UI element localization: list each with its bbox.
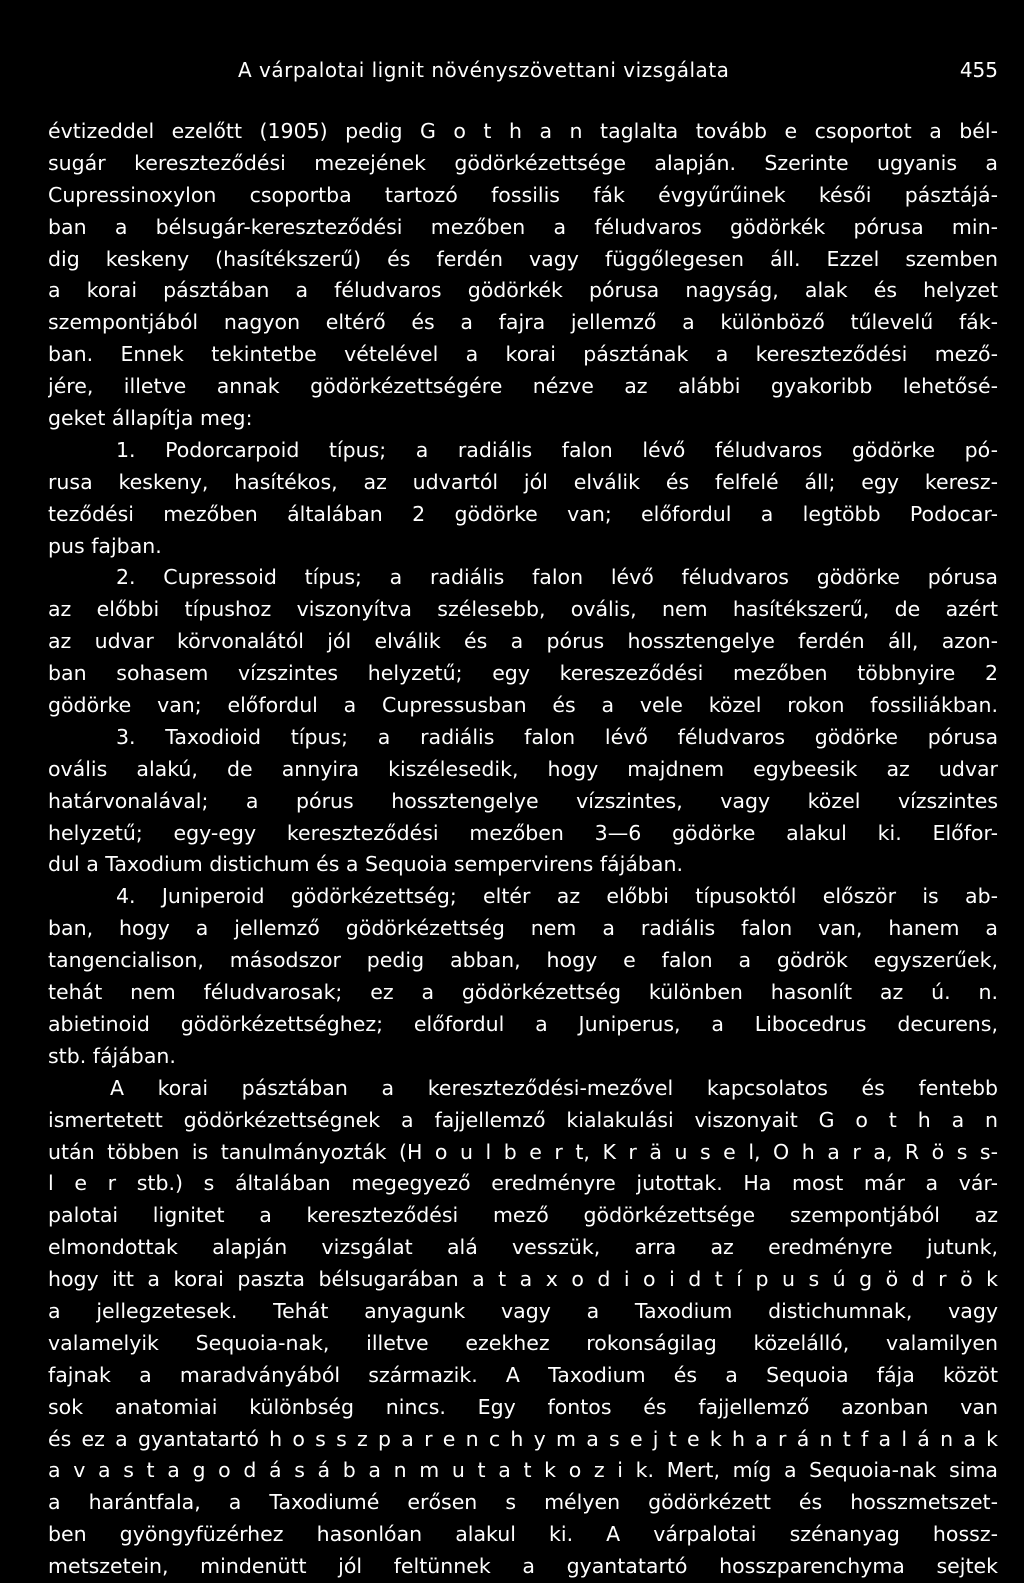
text-line: ban sohasem vízszintes helyzetű; egy kereszeződési mezőben többnyire 2 [48,661,998,686]
text-line: dig keskeny (hasítékszerű) és ferdén vagy függőlegesen áll. Ezzel szemben [48,246,998,271]
text-line: a harántfala, a Taxodiumé erősen s mélyen gödörkézett és hosszmetszet- [48,1490,998,1515]
text-line: 2. Cupressoid típus; a radiális falon lévő féludvaros gödörke pórusa [116,565,998,590]
text-line: geket állapítja meg: [48,406,253,431]
text-line: valamelyik Sequoia-nak, illetve ezekhez rokonságilag közelálló, valamilyen [48,1330,998,1355]
text-line: metszetein, mindenütt jól feltünnek a gyantatartó hosszparenchyma sejtek [48,1554,998,1579]
text-line: ban a bélsugár-kereszteződési mezőben a féludvaros gödörkék pórusa min- [48,214,998,239]
text-line: gödörke van; előfordul a Cupressusban és a vele közel rokon fossiliákban. [48,693,998,718]
text-line: sok anatomiai különbség nincs. Egy fontos és fajjellemző azonban van [48,1394,998,1419]
text-line: évtizeddel ezelőtt (1905) pedig G o t h a n taglalta tovább e csoportot a bél- [48,119,998,143]
text-line: után többen is tanulmányozták (H o u l b e r t, K r ä u s e l, O h a r a, R ö s s- [48,1139,998,1164]
text-line: abietinoid gödörkézettséghez; előfordul a Juniperus, a Libocedrus decurens, [48,1011,998,1036]
text-line: szempontjából nagyon eltérő és a fajra jellemző a különböző tűlevelű fák- [48,310,998,335]
text-line: stb. fájában. [48,1043,176,1068]
text-line: a jellegzetesek. Tehát anyagunk vagy a Taxodium distichumnak, vagy [48,1298,998,1323]
text-line: sugár kereszteződési mezejének gödörkézettsége alapján. Szerinte ugyanis a [48,150,998,175]
text-line: l e r stb.) s általában megegyező eredményre jutottak. Ha most már a vár- [48,1171,998,1196]
text-line: tehát nem féludvarosak; ez a gödörkézettség különben hasonlít az ú. n. [48,980,998,1005]
text-line: rusa keskeny, hasítékos, az udvartól jól elválik és felfelé áll; egy keresz- [48,469,998,494]
text-line: pus fajban. [48,533,162,558]
text-line: helyzetű; egy-egy kereszteződési mezőben 3—6 gödörke alakul ki. Előfor- [48,820,998,845]
page-header [48,58,998,88]
text-line: 4. Juniperoid gödörkézettség; eltér az előbbi típusoktól először is ab- [116,884,998,909]
page-number: 455 [959,58,998,82]
text-line: Cupressinoxylon csoportba tartozó fossilis fák évgyűrűinek késői pásztájá- [48,182,998,207]
running-title: A várpalotai lignit növényszövettani vizsgálata [238,58,730,82]
text-line: ban. Ennek tekintetbe vételével a korai pásztának a kereszteződési mező- [48,342,998,367]
body-text [48,116,998,1583]
text-line: és ez a gyantatartó h o s s z p a r e n c h y m a s e j t e k h a r á n t f a l á n a k [48,1426,998,1451]
text-line: hogy itt a korai paszta bélsugarában a t a x o d i o i d t í p u s ú g ö d r ö k [48,1267,998,1292]
text-line: az udvar körvonalától jól elválik és a pórus hossztengelye ferdén áll, azon- [48,629,998,654]
text-line: ovális alakú, de annyira kiszélesedik, hogy majdnem egybeesik az udvar [48,756,998,781]
text-line: a v a s t a g o d á s á b a n m u t a t k o z i k. Mert, míg a Sequoia-nak sima [48,1458,998,1483]
text-line: teződési mezőben általában 2 gödörke van; előfordul a legtöbb Podocar- [48,501,998,526]
text-line: palotai lignitet a kereszteződési mező gödörkézettsége szempontjából az [48,1203,998,1228]
text-line: az előbbi típushoz viszonyítva szélesebb, ovális, nem hasítékszerű, de azért [48,597,998,622]
text-line: 3. Taxodioid típus; a radiális falon lévő féludvaros gödörke pórusa [116,724,998,749]
text-line: dul a Taxodium distichum és a Sequoia sempervirens fájában. [48,852,683,877]
text-line: jére, illetve annak gödörkézettségére nézve az alábbi gyakoribb lehetősé- [48,374,998,399]
text-line: a korai pásztában a féludvaros gödörkék pórusa nagyság, alak és helyzet [48,278,998,303]
text-line: ban, hogy a jellemző gödörkézettség nem a radiális falon van, hanem a [48,916,998,941]
text-line: 1. Podorcarpoid típus; a radiális falon lévő féludvaros gödörke pó- [116,437,998,462]
text-line: A korai pásztában a kereszteződési-mezővel kapcsolatos és fentebb [110,1075,998,1100]
text-line: határvonalával; a pórus hossztengelye vízszintes, vagy közel vízszintes [48,788,998,813]
text-line: elmondottak alapján vizsgálat alá vesszük, arra az eredményre jutunk, [48,1235,998,1260]
text-line: ben gyöngyfüzérhez hasonlóan alakul ki. A várpalotai szénanyag hossz- [48,1522,998,1547]
text-line: ismertetett gödörkézettségnek a fajjellemző kialakulási viszonyait G o t h a n [48,1107,998,1132]
text-line: fajnak a maradványából származik. A Taxodium és a Sequoia fája közöt [48,1362,998,1387]
text-line: tangencialison, másodszor pedig abban, hogy e falon a gödrök egyszerűek, [48,948,998,973]
